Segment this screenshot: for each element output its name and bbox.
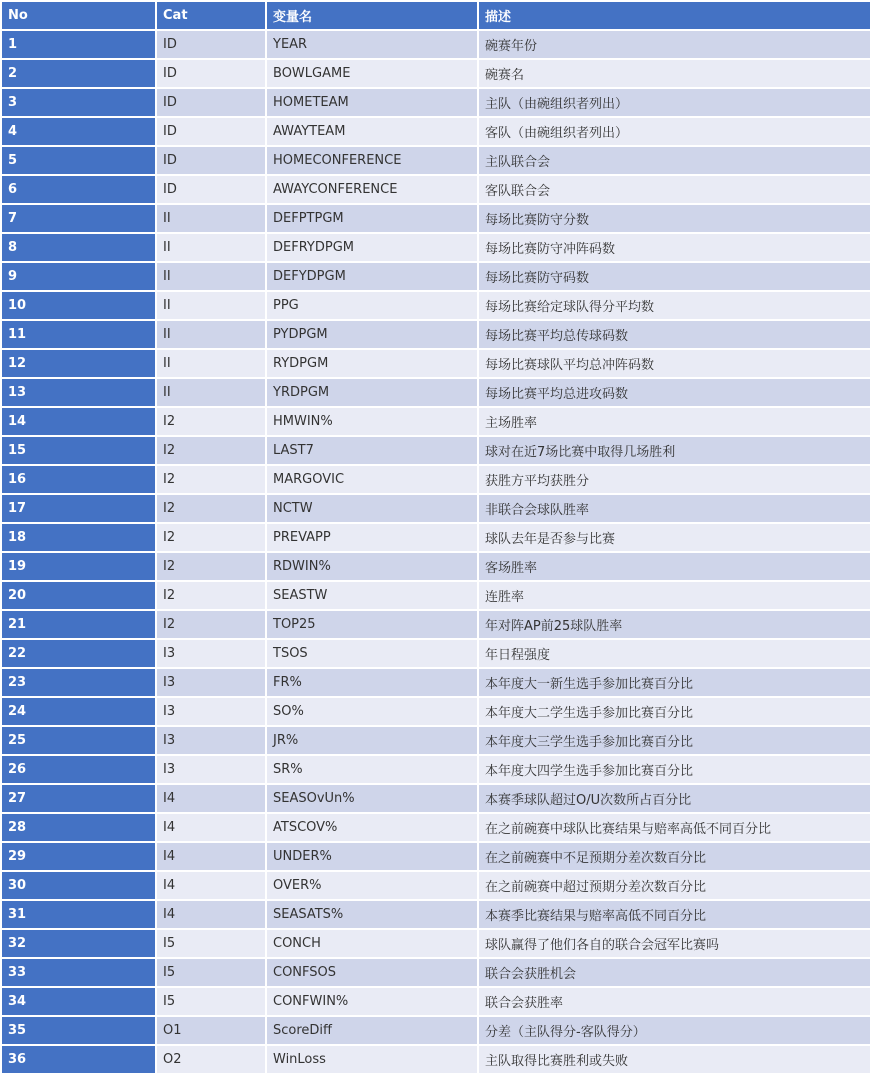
row-no-cell: 36 [2, 1046, 155, 1073]
row-description-cell: 每场比赛给定球队得分平均数 [479, 292, 870, 319]
table-row [2, 350, 870, 377]
table-row [2, 669, 870, 696]
row-no-cell: 10 [2, 292, 155, 319]
row-no-cell: 4 [2, 118, 155, 145]
row-variable-cell: HMWIN% [267, 408, 477, 435]
row-no-cell: 20 [2, 582, 155, 609]
row-variable-cell: ATSCOV% [267, 814, 477, 841]
table-row [2, 814, 870, 841]
row-description-cell: 连胜率 [479, 582, 870, 609]
row-description-cell: 分差（主队得分-客队得分） [479, 1017, 870, 1044]
row-description-cell: 主队（由碗组织者列出） [479, 89, 870, 116]
table-row [2, 234, 870, 261]
row-cat-cell: I4 [157, 901, 265, 928]
row-cat-cell: I2 [157, 611, 265, 638]
row-no-cell: 19 [2, 553, 155, 580]
table-row [2, 437, 870, 464]
row-description-cell: 碗赛名 [479, 60, 870, 87]
table-row [2, 31, 870, 58]
table-row [2, 263, 870, 290]
header-no: No [2, 2, 155, 29]
row-no-cell: 35 [2, 1017, 155, 1044]
row-variable-cell: UNDER% [267, 843, 477, 870]
table-row [2, 843, 870, 870]
row-no-cell: 2 [2, 60, 155, 87]
row-cat-cell: O2 [157, 1046, 265, 1073]
row-variable-cell: CONFSOS [267, 959, 477, 986]
table-row [2, 379, 870, 406]
row-variable-cell: AWAYCONFERENCE [267, 176, 477, 203]
row-no-cell: 32 [2, 930, 155, 957]
table-row [2, 959, 870, 986]
table-row [2, 785, 870, 812]
row-variable-cell: AWAYTEAM [267, 118, 477, 145]
row-variable-cell: FR% [267, 669, 477, 696]
row-description-cell: 球队赢得了他们各自的联合会冠军比赛吗 [479, 930, 870, 957]
table-row [2, 582, 870, 609]
row-variable-cell: DEFRYDPGM [267, 234, 477, 261]
row-variable-cell: OVER% [267, 872, 477, 899]
row-cat-cell: I2 [157, 408, 265, 435]
row-no-cell: 29 [2, 843, 155, 870]
row-cat-cell: II [157, 292, 265, 319]
header-row [2, 2, 870, 29]
row-variable-cell: TSOS [267, 640, 477, 667]
row-description-cell: 获胜方平均获胜分 [479, 466, 870, 493]
row-cat-cell: I2 [157, 524, 265, 551]
row-description-cell: 每场比赛球队平均总冲阵码数 [479, 350, 870, 377]
row-description-cell: 在之前碗赛中球队比赛结果与赔率高低不同百分比 [479, 814, 870, 841]
row-description-cell: 每场比赛平均总进攻码数 [479, 379, 870, 406]
row-cat-cell: I5 [157, 930, 265, 957]
row-description-cell: 在之前碗赛中不足预期分差次数百分比 [479, 843, 870, 870]
row-cat-cell: ID [157, 89, 265, 116]
table-row [2, 60, 870, 87]
row-no-cell: 8 [2, 234, 155, 261]
row-description-cell: 球队去年是否参与比赛 [479, 524, 870, 551]
row-variable-cell: RYDPGM [267, 350, 477, 377]
row-variable-cell: PPG [267, 292, 477, 319]
row-cat-cell: I4 [157, 872, 265, 899]
row-cat-cell: I5 [157, 988, 265, 1015]
row-variable-cell: DEFYDPGM [267, 263, 477, 290]
row-variable-cell: HOMECONFERENCE [267, 147, 477, 174]
row-description-cell: 客队（由碗组织者列出） [479, 118, 870, 145]
row-variable-cell: ScoreDiff [267, 1017, 477, 1044]
row-variable-cell: YEAR [267, 31, 477, 58]
row-cat-cell: I3 [157, 698, 265, 725]
table-row [2, 872, 870, 899]
row-cat-cell: ID [157, 176, 265, 203]
row-cat-cell: II [157, 321, 265, 348]
row-variable-cell: SEASATS% [267, 901, 477, 928]
row-description-cell: 主场胜率 [479, 408, 870, 435]
row-description-cell: 本年度大三学生选手参加比赛百分比 [479, 727, 870, 754]
row-description-cell: 年日程强度 [479, 640, 870, 667]
row-cat-cell: ID [157, 118, 265, 145]
table-row [2, 698, 870, 725]
row-no-cell: 1 [2, 31, 155, 58]
row-description-cell: 主队取得比赛胜利或失败 [479, 1046, 870, 1073]
row-variable-cell: BOWLGAME [267, 60, 477, 87]
table-row [2, 640, 870, 667]
row-description-cell: 客场胜率 [479, 553, 870, 580]
header-var: 变量名 [267, 2, 477, 29]
table-row [2, 466, 870, 493]
row-variable-cell: LAST7 [267, 437, 477, 464]
row-no-cell: 18 [2, 524, 155, 551]
table-header [2, 2, 870, 29]
row-cat-cell: I4 [157, 843, 265, 870]
row-no-cell: 24 [2, 698, 155, 725]
row-cat-cell: II [157, 263, 265, 290]
row-cat-cell: I2 [157, 495, 265, 522]
row-no-cell: 6 [2, 176, 155, 203]
row-cat-cell: I3 [157, 640, 265, 667]
row-no-cell: 30 [2, 872, 155, 899]
row-description-cell: 每场比赛防守冲阵码数 [479, 234, 870, 261]
row-no-cell: 5 [2, 147, 155, 174]
row-variable-cell: CONCH [267, 930, 477, 957]
table-row [2, 553, 870, 580]
table-row [2, 205, 870, 232]
row-description-cell: 联合会获胜率 [479, 988, 870, 1015]
table-row [2, 756, 870, 783]
row-cat-cell: ID [157, 31, 265, 58]
row-variable-cell: PREVAPP [267, 524, 477, 551]
row-cat-cell: I3 [157, 727, 265, 754]
table-row [2, 611, 870, 638]
row-description-cell: 本赛季球队超过O/U次数所占百分比 [479, 785, 870, 812]
table-row [2, 930, 870, 957]
row-cat-cell: O1 [157, 1017, 265, 1044]
row-variable-cell: YRDPGM [267, 379, 477, 406]
row-variable-cell: CONFWIN% [267, 988, 477, 1015]
row-no-cell: 26 [2, 756, 155, 783]
row-no-cell: 23 [2, 669, 155, 696]
table-body [2, 31, 870, 1073]
row-description-cell: 本年度大一新生选手参加比赛百分比 [479, 669, 870, 696]
row-description-cell: 每场比赛防守分数 [479, 205, 870, 232]
row-description-cell: 联合会获胜机会 [479, 959, 870, 986]
row-cat-cell: I3 [157, 756, 265, 783]
row-no-cell: 21 [2, 611, 155, 638]
row-description-cell: 本年度大二学生选手参加比赛百分比 [479, 698, 870, 725]
table-row [2, 1017, 870, 1044]
table-row [2, 408, 870, 435]
row-variable-cell: DEFPTPGM [267, 205, 477, 232]
row-cat-cell: II [157, 234, 265, 261]
row-variable-cell: PYDPGM [267, 321, 477, 348]
row-no-cell: 9 [2, 263, 155, 290]
row-no-cell: 22 [2, 640, 155, 667]
row-variable-cell: RDWIN% [267, 553, 477, 580]
row-no-cell: 14 [2, 408, 155, 435]
header-desc: 描述 [479, 2, 870, 29]
row-cat-cell: I2 [157, 437, 265, 464]
row-description-cell: 每场比赛防守码数 [479, 263, 870, 290]
row-description-cell: 球对在近7场比赛中取得几场胜利 [479, 437, 870, 464]
row-no-cell: 31 [2, 901, 155, 928]
table-row [2, 727, 870, 754]
row-description-cell: 碗赛年份 [479, 31, 870, 58]
table-row [2, 901, 870, 928]
row-cat-cell: ID [157, 147, 265, 174]
row-cat-cell: I4 [157, 814, 265, 841]
row-variable-cell: SR% [267, 756, 477, 783]
row-no-cell: 12 [2, 350, 155, 377]
row-cat-cell: II [157, 350, 265, 377]
table-row [2, 321, 870, 348]
table-row [2, 176, 870, 203]
row-no-cell: 16 [2, 466, 155, 493]
table-row [2, 118, 870, 145]
row-description-cell: 每场比赛平均总传球码数 [479, 321, 870, 348]
row-cat-cell: I3 [157, 669, 265, 696]
row-variable-cell: SO% [267, 698, 477, 725]
row-no-cell: 28 [2, 814, 155, 841]
row-no-cell: 33 [2, 959, 155, 986]
row-variable-cell: HOMETEAM [267, 89, 477, 116]
row-cat-cell: I4 [157, 785, 265, 812]
row-description-cell: 本赛季比赛结果与赔率高低不同百分比 [479, 901, 870, 928]
row-variable-cell: TOP25 [267, 611, 477, 638]
row-no-cell: 11 [2, 321, 155, 348]
table-row [2, 988, 870, 1015]
row-description-cell: 主队联合会 [479, 147, 870, 174]
row-description-cell: 本年度大四学生选手参加比赛百分比 [479, 756, 870, 783]
row-no-cell: 13 [2, 379, 155, 406]
row-description-cell: 在之前碗赛中超过预期分差次数百分比 [479, 872, 870, 899]
row-no-cell: 15 [2, 437, 155, 464]
row-cat-cell: ID [157, 60, 265, 87]
table-row [2, 495, 870, 522]
table-row [2, 147, 870, 174]
row-no-cell: 17 [2, 495, 155, 522]
row-variable-cell: SEASOvUn% [267, 785, 477, 812]
row-cat-cell: II [157, 379, 265, 406]
row-no-cell: 3 [2, 89, 155, 116]
row-description-cell: 客队联合会 [479, 176, 870, 203]
table-row [2, 1046, 870, 1073]
row-variable-cell: NCTW [267, 495, 477, 522]
row-variable-cell: SEASTW [267, 582, 477, 609]
row-cat-cell: II [157, 205, 265, 232]
row-description-cell: 年对阵AP前25球队胜率 [479, 611, 870, 638]
row-description-cell: 非联合会球队胜率 [479, 495, 870, 522]
row-variable-cell: MARGOVIC [267, 466, 477, 493]
row-cat-cell: I2 [157, 466, 265, 493]
row-no-cell: 7 [2, 205, 155, 232]
row-cat-cell: I5 [157, 959, 265, 986]
table-row [2, 89, 870, 116]
row-cat-cell: I2 [157, 553, 265, 580]
row-cat-cell: I2 [157, 582, 265, 609]
table-row [2, 524, 870, 551]
row-variable-cell: WinLoss [267, 1046, 477, 1073]
row-no-cell: 27 [2, 785, 155, 812]
row-variable-cell: JR% [267, 727, 477, 754]
header-cat: Cat [157, 2, 265, 29]
row-no-cell: 25 [2, 727, 155, 754]
row-no-cell: 34 [2, 988, 155, 1015]
table-row [2, 292, 870, 319]
